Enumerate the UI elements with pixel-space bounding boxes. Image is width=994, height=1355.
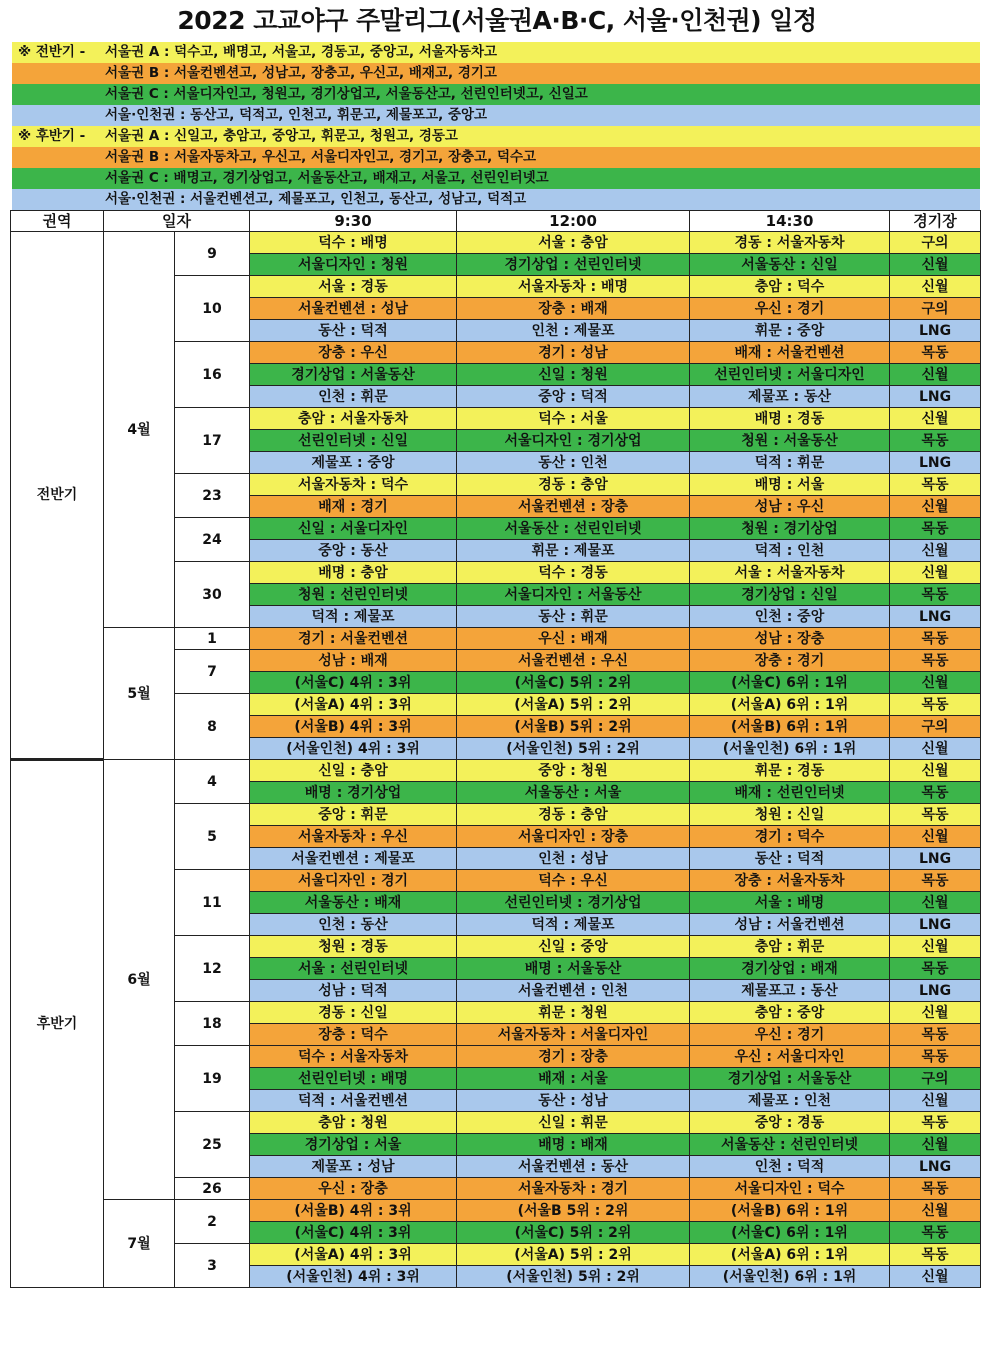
game-cell: 덕수 : 경동: [457, 562, 690, 584]
venue-cell: LNG: [890, 914, 981, 936]
game-cell: (서울B) 4위 : 3위: [250, 716, 457, 738]
game-cell: 제물포 : 동산: [690, 386, 890, 408]
half-label: 후반기: [11, 760, 104, 1288]
game-cell: (서울인천) 5위 : 2위: [457, 1266, 690, 1288]
game-cell: 서울동산 : 선린인터넷: [457, 518, 690, 540]
game-cell: (서울C) 4위 : 3위: [250, 672, 457, 694]
group-teams: 배명고, 경기상업고, 서울동산고, 배재고, 서울고, 선린인터넷고: [173, 170, 549, 186]
game-cell: 휘문 : 제물포: [457, 540, 690, 562]
game-cell: 경동 : 충암: [457, 804, 690, 826]
venue-cell: 신월: [890, 826, 981, 848]
day-label: 10: [175, 276, 250, 342]
game-cell: 청원 : 경동: [250, 936, 457, 958]
game-cell: 배명 : 배재: [457, 1134, 690, 1156]
game-cell: (서울C) 6위 : 1위: [690, 1222, 890, 1244]
group-row: [12, 63, 980, 84]
game-cell: 경동 : 신일: [250, 1002, 457, 1024]
group-row: [12, 42, 980, 63]
day-label: 11: [175, 870, 250, 936]
group-name: 서울권 C: [105, 170, 159, 186]
game-cell: (서울인천) 6위 : 1위: [690, 738, 890, 760]
game-cell: 동산 : 덕적: [690, 848, 890, 870]
game-cell: 동산 : 덕적: [250, 320, 457, 342]
game-cell: 경기 : 성남: [457, 342, 690, 364]
header-venue: 경기장: [890, 211, 981, 232]
venue-cell: 신월: [890, 672, 981, 694]
game-cell: 청원 : 선린인터넷: [250, 584, 457, 606]
venue-cell: 목동: [890, 650, 981, 672]
game-cell: 서울디자인 : 장충: [457, 826, 690, 848]
group-teams: 덕수고, 배명고, 서울고, 경동고, 중앙고, 서울자동차고: [174, 44, 498, 60]
game-cell: 성남 : 배재: [250, 650, 457, 672]
venue-cell: 신월: [890, 1134, 981, 1156]
game-cell: 경기상업 : 선린인터넷: [457, 254, 690, 276]
day-label: 7: [175, 650, 250, 694]
group-name: 서울권 B: [105, 65, 160, 81]
game-cell: 중앙 : 동산: [250, 540, 457, 562]
game-cell: 서울 : 서울자동차: [690, 562, 890, 584]
venue-cell: 목동: [890, 694, 981, 716]
game-cell: 덕수 : 서울: [457, 408, 690, 430]
game-cell: (서울A) 5위 : 2위: [457, 694, 690, 716]
game-cell: 중앙 : 청원: [457, 760, 690, 782]
game-cell: 배재 : 선린인터넷: [690, 782, 890, 804]
game-cell: 서울 : 배명: [690, 892, 890, 914]
game-cell: 장충 : 경기: [690, 650, 890, 672]
venue-cell: 목동: [890, 628, 981, 650]
game-cell: 충암 : 휘문: [690, 936, 890, 958]
game-cell: 배명 : 경기상업: [250, 782, 457, 804]
month-label: 6월: [104, 760, 175, 1200]
venue-cell: 신월: [890, 1200, 981, 1222]
venue-cell: LNG: [890, 1156, 981, 1178]
group-separator: :: [175, 107, 191, 123]
game-cell: 경기상업 : 서울: [250, 1134, 457, 1156]
venue-cell: LNG: [890, 386, 981, 408]
game-cell: 성남 : 서울컨벤션: [690, 914, 890, 936]
game-cell: 서울 : 경동: [250, 276, 457, 298]
game-cell: 서울동산 : 서울: [457, 782, 690, 804]
venue-cell: 신월: [890, 276, 981, 298]
day-label: 30: [175, 562, 250, 628]
game-cell: 서울디자인 : 경기상업: [457, 430, 690, 452]
day-label: 9: [175, 232, 250, 276]
game-cell: 인천 : 휘문: [250, 386, 457, 408]
game-cell: (서울B 5위 : 2위: [457, 1200, 690, 1222]
game-cell: 우신 : 장충: [250, 1178, 457, 1200]
game-cell: 서울 : 선린인터넷: [250, 958, 457, 980]
venue-cell: LNG: [890, 452, 981, 474]
game-cell: 배명 : 경동: [690, 408, 890, 430]
group-row: [12, 84, 980, 105]
game-cell: 충암 : 중앙: [690, 1002, 890, 1024]
game-cell: 인천 : 성남: [457, 848, 690, 870]
game-cell: 경기 : 장충: [457, 1046, 690, 1068]
day-label: 8: [175, 694, 250, 760]
game-cell: (서울A) 5위 : 2위: [457, 1244, 690, 1266]
game-cell: 배명 : 서울동산: [457, 958, 690, 980]
game-cell: (서울B) 6위 : 1위: [690, 716, 890, 738]
game-cell: 서울디자인 : 경기: [250, 870, 457, 892]
group-name: 서울권 A: [105, 128, 160, 144]
venue-cell: 목동: [890, 1024, 981, 1046]
game-cell: 서울컨벤션 : 인천: [457, 980, 690, 1002]
game-cell: 제물포 : 인천: [690, 1090, 890, 1112]
game-cell: 덕수 : 배명: [250, 232, 457, 254]
venue-cell: 목동: [890, 958, 981, 980]
venue-cell: LNG: [890, 980, 981, 1002]
venue-cell: 신월: [890, 1266, 981, 1288]
game-cell: 인천 : 중앙: [690, 606, 890, 628]
venue-cell: 목동: [890, 474, 981, 496]
venue-cell: 목동: [890, 782, 981, 804]
game-cell: 중앙 : 덕적: [457, 386, 690, 408]
game-cell: 중앙 : 휘문: [250, 804, 457, 826]
day-label: 16: [175, 342, 250, 408]
group-separator: :: [175, 191, 191, 207]
game-cell: 서울디자인 : 덕수: [690, 1178, 890, 1200]
game-cell: 우신 : 서울디자인: [690, 1046, 890, 1068]
day-label: 26: [175, 1178, 250, 1200]
venue-cell: 신월: [890, 496, 981, 518]
game-cell: (서울C) 5위 : 2위: [457, 1222, 690, 1244]
day-label: 23: [175, 474, 250, 518]
game-cell: 신일 : 청원: [457, 364, 690, 386]
game-cell: 덕적 : 제물포: [457, 914, 690, 936]
header-time-930: 9:30: [250, 211, 457, 232]
game-cell: (서울B) 6위 : 1위: [690, 1200, 890, 1222]
game-cell: 신일 : 충암: [250, 760, 457, 782]
venue-cell: LNG: [890, 606, 981, 628]
game-cell: 우신 : 경기: [690, 1024, 890, 1046]
day-label: 12: [175, 936, 250, 1002]
venue-cell: 신월: [890, 738, 981, 760]
day-label: 4: [175, 760, 250, 804]
group-row: [12, 147, 980, 168]
group-teams: 서울디자인고, 청원고, 경기상업고, 서울동산고, 선린인터넷고, 신일고: [173, 86, 588, 102]
group-separator: :: [159, 128, 175, 144]
game-cell: 서울동산 : 선린인터넷: [690, 1134, 890, 1156]
venue-cell: 신월: [890, 540, 981, 562]
game-cell: 중앙 : 경동: [690, 1112, 890, 1134]
game-cell: 청원 : 경기상업: [690, 518, 890, 540]
page-title: 2022 고교야구 주말리그(서울권A·B·C, 서울·인천권) 일정: [177, 6, 817, 35]
game-cell: (서울A) 4위 : 3위: [250, 1244, 457, 1266]
group-prefix: ※ 후반기 -: [18, 128, 86, 144]
game-cell: 경동 : 충암: [457, 474, 690, 496]
game-cell: 경기 : 서울컨벤션: [250, 628, 457, 650]
game-cell: 동산 : 인천: [457, 452, 690, 474]
game-cell: 서울자동차 : 덕수: [250, 474, 457, 496]
game-cell: 장충 : 우신: [250, 342, 457, 364]
day-label: 5: [175, 804, 250, 870]
game-cell: 배재 : 서울: [457, 1068, 690, 1090]
game-cell: 선린인터넷 : 서울디자인: [690, 364, 890, 386]
group-row: [12, 189, 980, 210]
game-cell: 서울디자인 : 청원: [250, 254, 457, 276]
month-label: 7월: [104, 1200, 175, 1288]
group-name: 서울·인천권: [105, 191, 176, 207]
group-prefix: ※ 전반기 -: [18, 44, 86, 60]
game-cell: 덕적 : 제물포: [250, 606, 457, 628]
group-row: [12, 126, 980, 147]
game-cell: 배재 : 경기: [250, 496, 457, 518]
game-cell: 성남 : 우신: [690, 496, 890, 518]
group-row: [12, 105, 980, 126]
venue-cell: 목동: [890, 870, 981, 892]
table-header-row: [11, 211, 981, 232]
game-cell: 배명 : 충암: [250, 562, 457, 584]
venue-cell: 신월: [890, 562, 981, 584]
game-cell: 선린인터넷 : 배명: [250, 1068, 457, 1090]
game-cell: (서울인천) 4위 : 3위: [250, 1266, 457, 1288]
month-label: 4월: [104, 232, 175, 628]
header-region: 권역: [11, 211, 104, 232]
venue-cell: 구의: [890, 716, 981, 738]
game-cell: 서울컨벤션 : 동산: [457, 1156, 690, 1178]
half-label: 전반기: [11, 232, 104, 760]
group-name: 서울권 B: [105, 149, 160, 165]
group-name: 서울권 A: [105, 44, 160, 60]
game-cell: 덕수 : 서울자동차: [250, 1046, 457, 1068]
venue-cell: 구의: [890, 232, 981, 254]
venue-cell: 목동: [890, 1222, 981, 1244]
game-cell: 제물포고 : 동산: [690, 980, 890, 1002]
venue-cell: 신월: [890, 936, 981, 958]
venue-cell: LNG: [890, 320, 981, 342]
venue-cell: 목동: [890, 342, 981, 364]
venue-cell: 목동: [890, 584, 981, 606]
game-cell: 휘문 : 중앙: [690, 320, 890, 342]
game-cell: 서울동산 : 신일: [690, 254, 890, 276]
game-cell: 서울컨벤션 : 장충: [457, 496, 690, 518]
game-cell: 덕적 : 인천: [690, 540, 890, 562]
game-cell: 배재 : 서울컨벤션: [690, 342, 890, 364]
game-cell: (서울A) 6위 : 1위: [690, 1244, 890, 1266]
game-cell: 우신 : 경기: [690, 298, 890, 320]
game-cell: 배명 : 서울: [690, 474, 890, 496]
venue-cell: 목동: [890, 1046, 981, 1068]
game-cell: 서울디자인 : 서울동산: [457, 584, 690, 606]
group-list: [12, 42, 980, 210]
group-teams: 서울컨벤션고, 성남고, 장충고, 우신고, 배재고, 경기고: [173, 65, 497, 81]
group-row: [12, 168, 980, 189]
game-cell: 경기상업 : 서울동산: [250, 364, 457, 386]
game-cell: 신일 : 중앙: [457, 936, 690, 958]
game-cell: (서울B) 5위 : 2위: [457, 716, 690, 738]
game-cell: 성남 : 덕적: [250, 980, 457, 1002]
venue-cell: 목동: [890, 430, 981, 452]
game-cell: 제물포 : 성남: [250, 1156, 457, 1178]
venue-cell: 목동: [890, 518, 981, 540]
game-cell: 선린인터넷 : 경기상업: [457, 892, 690, 914]
game-cell: (서울B) 4위 : 3위: [250, 1200, 457, 1222]
venue-cell: 신월: [890, 760, 981, 782]
game-cell: 충암 : 서울자동차: [250, 408, 457, 430]
game-cell: (서울C) 4위 : 3위: [250, 1222, 457, 1244]
game-cell: 동산 : 성남: [457, 1090, 690, 1112]
game-cell: 서울컨벤션 : 우신: [457, 650, 690, 672]
table-row: [11, 628, 981, 650]
venue-cell: 신월: [890, 1002, 981, 1024]
group-separator: :: [159, 65, 174, 81]
game-cell: (서울A) 6위 : 1위: [690, 694, 890, 716]
header-date: 일자: [104, 211, 250, 232]
game-cell: 서울컨벤션 : 성남: [250, 298, 457, 320]
day-label: 24: [175, 518, 250, 562]
header-time-1430: 14:30: [690, 211, 890, 232]
game-cell: (서울C) 5위 : 2위: [457, 672, 690, 694]
game-cell: 성남 : 장충: [690, 628, 890, 650]
game-cell: 신일 : 서울디자인: [250, 518, 457, 540]
game-cell: 장충 : 덕수: [250, 1024, 457, 1046]
day-label: 3: [175, 1244, 250, 1288]
game-cell: 제물포 : 중앙: [250, 452, 457, 474]
game-cell: 신일 : 휘문: [457, 1112, 690, 1134]
group-name: 서울권 C: [105, 86, 159, 102]
day-label: 19: [175, 1046, 250, 1112]
game-cell: (서울C) 6위 : 1위: [690, 672, 890, 694]
venue-cell: 구의: [890, 1068, 981, 1090]
venue-cell: 신월: [890, 254, 981, 276]
game-cell: 휘문 : 청원: [457, 1002, 690, 1024]
game-cell: 청원 : 서울동산: [690, 430, 890, 452]
game-cell: 우신 : 배재: [457, 628, 690, 650]
group-separator: :: [159, 149, 174, 165]
game-cell: 장충 : 배재: [457, 298, 690, 320]
group-separator: :: [158, 170, 174, 186]
venue-cell: 신월: [890, 1090, 981, 1112]
game-cell: 장충 : 서울자동차: [690, 870, 890, 892]
game-cell: 서울컨벤션 : 제물포: [250, 848, 457, 870]
game-cell: (서울인천) 5위 : 2위: [457, 738, 690, 760]
game-cell: 인천 : 동산: [250, 914, 457, 936]
header-time-1200: 12:00: [457, 211, 690, 232]
game-cell: 충암 : 청원: [250, 1112, 457, 1134]
month-label: 5월: [104, 628, 175, 760]
group-separator: :: [158, 86, 174, 102]
game-cell: 경기상업 : 배재: [690, 958, 890, 980]
day-label: 25: [175, 1112, 250, 1178]
venue-cell: 신월: [890, 408, 981, 430]
venue-cell: 구의: [890, 298, 981, 320]
group-teams: 신일고, 충암고, 중앙고, 휘문고, 청원고, 경동고: [174, 128, 458, 144]
day-label: 17: [175, 408, 250, 474]
game-cell: 경기상업 : 신일: [690, 584, 890, 606]
game-cell: 덕적 : 휘문: [690, 452, 890, 474]
game-cell: 인천 : 덕적: [690, 1156, 890, 1178]
venue-cell: 신월: [890, 364, 981, 386]
game-cell: 경기상업 : 서울동산: [690, 1068, 890, 1090]
venue-cell: 목동: [890, 1112, 981, 1134]
venue-cell: 목동: [890, 804, 981, 826]
group-teams: 서울컨벤션고, 제물포고, 인천고, 동산고, 성남고, 덕적고: [190, 191, 527, 207]
game-cell: 서울자동차 : 경기: [457, 1178, 690, 1200]
venue-cell: LNG: [890, 848, 981, 870]
game-cell: 덕적 : 서울컨벤션: [250, 1090, 457, 1112]
table-row: [11, 1200, 981, 1222]
day-label: 18: [175, 1002, 250, 1046]
game-cell: 경동 : 서울자동차: [690, 232, 890, 254]
game-cell: 서울자동차 : 서울디자인: [457, 1024, 690, 1046]
game-cell: 충암 : 덕수: [690, 276, 890, 298]
game-cell: 청원 : 신일: [690, 804, 890, 826]
game-cell: (서울A) 4위 : 3위: [250, 694, 457, 716]
game-cell: 서울자동차 : 배명: [457, 276, 690, 298]
table-row: [11, 760, 981, 782]
table-row: [11, 232, 981, 254]
game-cell: 경기 : 덕수: [690, 826, 890, 848]
group-separator: :: [159, 44, 175, 60]
game-cell: 서울동산 : 배재: [250, 892, 457, 914]
game-cell: 선린인터넷 : 신일: [250, 430, 457, 452]
game-cell: 서울 : 충암: [457, 232, 690, 254]
game-cell: 인천 : 제물포: [457, 320, 690, 342]
venue-cell: 목동: [890, 1178, 981, 1200]
day-label: 1: [175, 628, 250, 650]
group-teams: 동산고, 덕적고, 인천고, 휘문고, 제물포고, 중앙고: [190, 107, 488, 123]
game-cell: (서울인천) 6위 : 1위: [690, 1266, 890, 1288]
group-teams: 서울자동차고, 우신고, 서울디자인고, 경기고, 장충고, 덕수고: [173, 149, 537, 165]
schedule-table: [10, 210, 981, 1288]
game-cell: (서울인천) 4위 : 3위: [250, 738, 457, 760]
game-cell: 동산 : 휘문: [457, 606, 690, 628]
day-label: 2: [175, 1200, 250, 1244]
venue-cell: 목동: [890, 1244, 981, 1266]
game-cell: 휘문 : 경동: [690, 760, 890, 782]
game-cell: 서울자동차 : 우신: [250, 826, 457, 848]
venue-cell: 신월: [890, 892, 981, 914]
game-cell: 덕수 : 우신: [457, 870, 690, 892]
group-name: 서울·인천권: [105, 107, 176, 123]
